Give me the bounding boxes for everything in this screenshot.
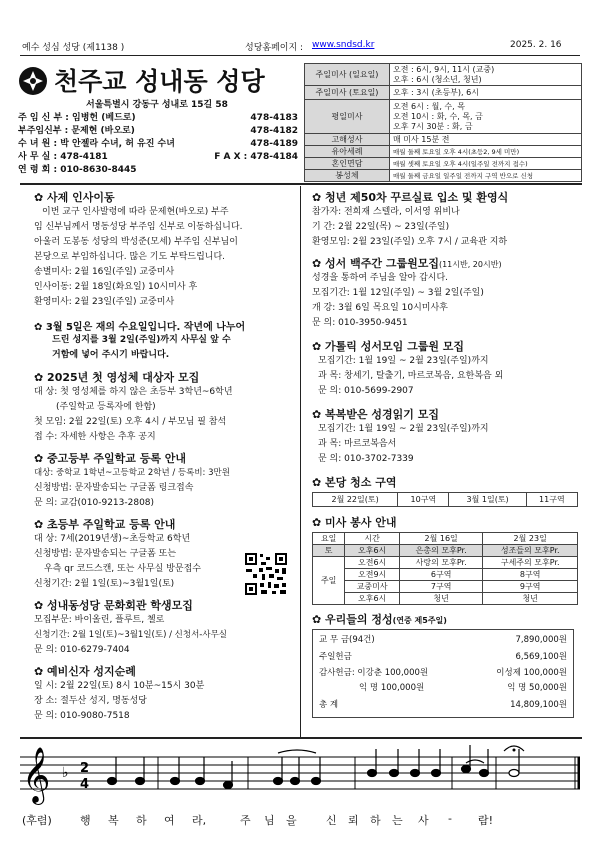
table-row: 교중미사 7구역 9구역: [313, 581, 578, 593]
table-header: 요일: [313, 533, 345, 545]
lyric: 신: [326, 814, 337, 827]
section-title: ✿ 성내동성당 문화회관 학생모집: [34, 599, 193, 612]
mass-times-table: [304, 63, 582, 182]
column-divider: [300, 186, 301, 737]
flat-icon: ♭: [62, 765, 69, 781]
qr-code-icon[interactable]: [244, 552, 288, 596]
section-line: 모집기간: 1월 19일 ~ 2월 23일(주일)까지: [318, 356, 489, 366]
section-title: ✿ 본당 청소 구역: [312, 476, 397, 489]
section-line: 과 목: 마르코복음서: [318, 439, 397, 449]
section-line: 기 간: 2월 22일(목) ~ 23일(주일): [312, 222, 450, 232]
lyrics-line: [22, 812, 582, 828]
mass-label: 주일미사 (토요일): [305, 86, 390, 100]
church-logo-icon: [18, 66, 48, 96]
mass-value: 오전 6시 : 월, 수, 목 오전 10시 : 화, 수, 목, 금 오후 7시 30분 : 화, 금: [390, 100, 582, 134]
section-title: ✿ 우리들의 정성(연중 제5주일): [312, 613, 447, 626]
lyric: 사: [418, 814, 429, 827]
section-line: 환영모임: 2월 23일(주일) 오후 7시 / 교육관 지하: [312, 237, 508, 247]
section-title: ✿ 예비신자 성지순례: [34, 665, 136, 678]
section-line: 우측 qr 코드스캔, 또는 사무실 방문접수: [44, 564, 201, 574]
section-line: 개 강: 3월 6일 목요일 10시미사후: [312, 303, 448, 313]
section-line: 대 상: 7세(2019년생)~초등학교 6학년: [34, 534, 191, 544]
section-title: ✿ 2025년 첫 영성체 대상자 모집: [34, 371, 200, 384]
section-title: ✿ 사제 인사이동: [34, 191, 115, 204]
lyric: 는: [392, 814, 403, 827]
mass-value: 매월 둘째 금요일 일주일 전까지 구역 반으로 신청: [390, 170, 582, 182]
time-signature-top: 2: [80, 761, 90, 776]
section-title: ✿ 초등부 주일학교 등록 안내: [34, 518, 176, 531]
lyric: 여: [164, 814, 175, 827]
section-line: 문 의: 010-3950-9451: [312, 318, 408, 328]
section-line: 송별미사: 2월 16일(주일) 교중미사: [34, 267, 175, 277]
section-line: 모집부문: 바이올린, 플루트, 첼로: [34, 615, 165, 625]
section-line: 과 목: 창세기, 탈출기, 마르코복음, 요한복음 외: [318, 371, 504, 381]
section-line: 접 수: 자세한 사항은 추후 공지: [34, 432, 156, 442]
table-row: 주일 오전6시 사랑의 모후Pr. 구세주의 모후Pr.: [313, 557, 578, 569]
section-line: 이번 교구 인사발령에 따라 문제현(바오로) 부주: [42, 207, 229, 217]
section-rule: [20, 183, 582, 185]
cleaning-cell: 2월 22일(토): [313, 493, 398, 507]
table-header: 2월 23일: [483, 533, 578, 545]
section-line: 드린 성지를 3월 2일(주일)까지 사무실 앞 수: [52, 335, 231, 345]
section-line: 문 의: 010-3702-7339: [318, 454, 414, 464]
contact-row: 주 임 신 부 : 임병헌 (베드로) 478-4183: [18, 113, 298, 123]
church-address: 서울특별시 강동구 성내로 15길 58: [86, 100, 228, 110]
offering-row: 익 명 100,000원 익 명 50,000원: [359, 683, 567, 693]
section-line: 대상: 중학교 1학년~고등학교 2학년 / 등록비: 3만원: [34, 468, 230, 478]
contact-row: 수 녀 원 : 박 안젤라 수녀, 허 유진 수녀 478-4189: [18, 139, 298, 149]
site-label: 성당홈페이지 :: [245, 43, 304, 53]
section-line: 신청방법: 문자발송되는 구글폼 링크접속: [34, 483, 194, 493]
site-link[interactable]: www.sndsd.kr: [312, 40, 375, 50]
mass-label: 유아세례: [305, 146, 390, 158]
cleaning-cell: 11구역: [526, 493, 577, 507]
mass-label: 평일미사: [305, 100, 390, 134]
section-line: 모집기간: 1월 19일 ~ 2월 23일(주일)까지: [318, 424, 489, 434]
section-line: 성경을 통하여 주님을 알아 갑시다.: [312, 273, 449, 283]
section-line: 인사이동: 2월 18일(화요일) 10시미사 후: [34, 282, 198, 292]
mass-value: 오전 : 6시, 9시, 11시 (교중) 오후 : 6시 (청소년, 청년): [390, 64, 582, 86]
offering-row: 주일헌금 6,569,100원: [319, 652, 567, 662]
treble-clef-icon: 𝄞: [22, 747, 51, 803]
contact-row: 사 무 실 : 478-4181 F A X : 478-4184: [18, 152, 298, 162]
music-staff: [20, 745, 580, 805]
section-title: ✿ 미사 봉사 안내: [312, 516, 397, 529]
section-line: 모집기간: 1월 12일(주일) ~ 3월 2일(주일): [312, 288, 484, 298]
section-title: ✿ 청년 제50차 꾸르실료 입소 및 환영식: [312, 191, 509, 204]
offering-row: 교 무 금(94건) 7,890,000원: [319, 635, 567, 645]
issue-label: 예수 성심 성당 (제1138 ): [22, 43, 125, 53]
lyric: 복: [108, 814, 119, 827]
offering-box: [312, 629, 574, 718]
contact-row: 연 령 회 : 010-8630-8445: [18, 165, 137, 175]
section-line: (주일학교 등록자에 한함): [56, 402, 156, 412]
mass-label: 주일미사 (일요일): [305, 64, 390, 86]
section-title: ✿ 중고등부 주일학교 등록 안내: [34, 452, 187, 465]
section-line: 장 소: 절두산 성지, 명동성당: [34, 696, 147, 706]
section-line: 신청기간: 2월 1일(토)~3월1일(토): [34, 579, 175, 589]
section-line: 첫 모임: 2월 22일(토) 오후 4시 / 부모님 필 참석: [34, 417, 227, 427]
section-title: ✿ 가톨릭 성서모임 그룹원 모집: [312, 340, 465, 353]
church-title: 천주교 성내동 성당: [54, 67, 265, 96]
section-title: ✿ 3월 5일은 재의 수요일입니다. 작년에 나누어: [34, 322, 246, 333]
mass-value: 매월 셋째 토요일 오후 4시(일주일 전까지 접수): [390, 158, 582, 170]
section-line: 환영미사: 2월 23일(주일) 교중미사: [34, 297, 175, 307]
section-line: 문 의: 교감(010-9213-2808): [34, 498, 155, 508]
table-header: 시간: [345, 533, 400, 545]
cleaning-cell: 3월 1일(토): [449, 493, 526, 507]
section-line: 참가자: 전희재 스텔라, 이서영 위비나: [312, 207, 460, 217]
lyric: -: [448, 812, 452, 825]
contacts-list: [18, 112, 298, 177]
issue-date: 2025. 2. 16: [510, 40, 562, 50]
lyric: 행: [80, 814, 91, 827]
table-row: 오후6시 청년 청년: [313, 593, 578, 605]
mass-value: 매월 둘째 토요일 오후 4시(초등2, 9세 미만): [390, 146, 582, 158]
section-line: 본당으로 부임하십니다. 많은 기도 부탁드립니다.: [34, 252, 226, 262]
cleaning-cell: 10구역: [398, 493, 449, 507]
header-rule: [20, 55, 580, 56]
lyric: 주: [240, 814, 251, 827]
right-column: [312, 189, 582, 718]
mass-value: 매 미사 15분 전: [390, 134, 582, 146]
lyric: 하: [136, 814, 147, 827]
section-line: 아울러 도봉동 성당의 박성준(모세) 부주임 신부님이: [34, 237, 238, 247]
mass-value: 오후 : 3시 (초등부), 6시: [390, 86, 582, 100]
contact-row: 부주임신부 : 문제현 (바오로) 478-4182: [18, 126, 298, 136]
section-rule: [20, 737, 582, 739]
section-line: 일 시: 2월 22일(토) 8시 10분~15시 30분: [34, 681, 205, 691]
section-line: 신청기간: 2월 1일(토)~3월1일(토) / 신청서-사무실: [34, 630, 227, 640]
section-line: 거함에 넣어 주시기 바랍니다.: [52, 350, 170, 360]
mass-label: 고해성사: [305, 134, 390, 146]
lyric: 하: [370, 814, 381, 827]
section-line: 문 의: 010-5699-2907: [318, 386, 414, 396]
left-column: [34, 189, 294, 724]
lyric: 님: [264, 814, 275, 827]
section-line: 신청방법: 문자발송되는 구글폼 또는: [34, 549, 177, 559]
time-signature-bottom: 4: [80, 777, 90, 792]
section-line: 임 신부님께서 명동성당 부주임 신부로 이동하십니다.: [34, 222, 243, 232]
offering-row: 감사헌금: 이강춘 100,000원 이성제 100,000원: [319, 668, 567, 678]
section-line: 문 의: 010-6279-7404: [34, 645, 130, 655]
table-header: 2월 16일: [399, 533, 482, 545]
section-title: ✿ 성서 백주간 그룹원모집(11시반, 20시반): [312, 257, 502, 270]
section-title: ✿ 복복받은 성경읽기 모집: [312, 408, 439, 421]
cleaning-table: [312, 492, 578, 507]
table-row: 오전9시 6구역 8구역: [313, 569, 578, 581]
lyric: (후렴): [22, 814, 52, 827]
section-line: 문 의: 010-9080-7518: [34, 711, 130, 721]
offering-row: 총 계 14,809,100원: [319, 700, 567, 710]
table-row: 토 오후6시 은총의 모후Pr. 성조들의 모후Pr.: [313, 545, 578, 557]
lyric: 을: [286, 814, 297, 827]
mass-label: 혼인면담: [305, 158, 390, 170]
lyric: 뢰: [348, 814, 359, 827]
lyric: 라,: [192, 814, 207, 827]
mass-service-table: [312, 532, 578, 605]
section-line: 대 상: 첫 영성체를 하지 않은 초등부 3학년~6학년: [34, 387, 233, 397]
mass-label: 봉성체: [305, 170, 390, 182]
lyric: 람!: [478, 814, 494, 827]
